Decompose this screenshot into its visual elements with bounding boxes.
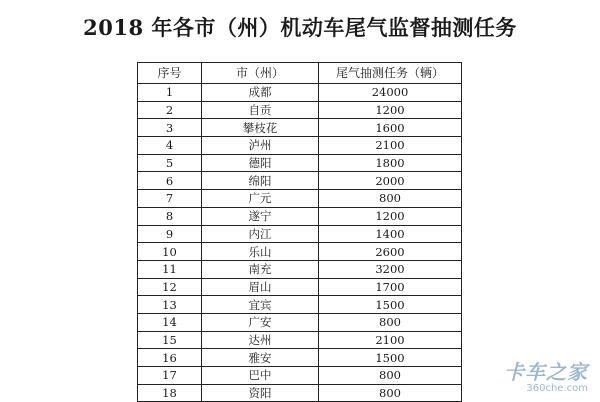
table-row: [138, 119, 462, 137]
cell-task-count: 1500: [319, 296, 462, 314]
watermark-logo: 卡车之家: [504, 360, 588, 384]
cell-city: 眉山: [202, 278, 319, 296]
cell-task-count: 3200: [319, 260, 462, 278]
table-row: [138, 331, 462, 349]
cell-serial-number: 17: [138, 367, 202, 385]
cell-city: 乐山: [202, 243, 319, 261]
cell-city: 自贡: [202, 101, 319, 119]
table-row: [138, 172, 462, 190]
table-row: [138, 367, 462, 385]
cell-serial-number: 9: [138, 225, 202, 243]
cell-city: 泸州: [202, 137, 319, 155]
table-header-row: [138, 63, 462, 84]
inspection-task-table: [137, 62, 462, 402]
cell-city: 宜宾: [202, 296, 319, 314]
table-row: [138, 84, 462, 102]
cell-serial-number: 6: [138, 172, 202, 190]
cell-task-count: 2100: [319, 331, 462, 349]
table-row: [138, 384, 462, 402]
cell-city: 遂宁: [202, 207, 319, 225]
table-row: [138, 154, 462, 172]
header-task-count: 尾气抽测任务（辆）: [319, 63, 462, 84]
cell-task-count: 1500: [319, 349, 462, 367]
cell-serial-number: 11: [138, 260, 202, 278]
cell-city: 成都: [202, 84, 319, 102]
cell-serial-number: 1: [138, 84, 202, 102]
table-row: [138, 190, 462, 208]
cell-city: 资阳: [202, 384, 319, 402]
table-row: [138, 137, 462, 155]
table-row: [138, 225, 462, 243]
table-row: [138, 278, 462, 296]
table-row: [138, 243, 462, 261]
cell-city: 巴中: [202, 367, 319, 385]
cell-serial-number: 2: [138, 101, 202, 119]
table-row: [138, 260, 462, 278]
cell-serial-number: 18: [138, 384, 202, 402]
table-row: [138, 349, 462, 367]
cell-task-count: 800: [319, 190, 462, 208]
cell-task-count: 800: [319, 384, 462, 402]
cell-city: 广元: [202, 190, 319, 208]
cell-task-count: 2600: [319, 243, 462, 261]
watermark-url: 360che.com: [526, 383, 588, 394]
cell-serial-number: 15: [138, 331, 202, 349]
cell-task-count: 800: [319, 313, 462, 331]
cell-serial-number: 7: [138, 190, 202, 208]
cell-task-count: 24000: [319, 84, 462, 102]
cell-city: 雅安: [202, 349, 319, 367]
table-body: [138, 84, 462, 402]
cell-city: 达州: [202, 331, 319, 349]
cell-serial-number: 5: [138, 154, 202, 172]
cell-serial-number: 4: [138, 137, 202, 155]
cell-task-count: 1400: [319, 225, 462, 243]
cell-task-count: 2000: [319, 172, 462, 190]
cell-task-count: 1200: [319, 207, 462, 225]
cell-city: 广安: [202, 313, 319, 331]
cell-serial-number: 10: [138, 243, 202, 261]
cell-task-count: 1600: [319, 119, 462, 137]
cell-city: 绵阳: [202, 172, 319, 190]
cell-city: 德阳: [202, 154, 319, 172]
cell-task-count: 1700: [319, 278, 462, 296]
cell-serial-number: 12: [138, 278, 202, 296]
table-row: [138, 296, 462, 314]
table-row: [138, 313, 462, 331]
cell-task-count: 1800: [319, 154, 462, 172]
cell-task-count: 1200: [319, 101, 462, 119]
header-serial-number: 序号: [138, 63, 202, 84]
table-row: [138, 101, 462, 119]
watermark: [504, 356, 588, 394]
cell-city: 南充: [202, 260, 319, 278]
cell-serial-number: 3: [138, 119, 202, 137]
cell-city: 攀枝花: [202, 119, 319, 137]
document-title: 2018 年各市（州）机动车尾气监督抽测任务: [83, 15, 517, 40]
cell-serial-number: 14: [138, 313, 202, 331]
header-city: 市（州）: [202, 63, 319, 84]
cell-serial-number: 8: [138, 207, 202, 225]
cell-serial-number: 13: [138, 296, 202, 314]
cell-task-count: 800: [319, 367, 462, 385]
table-row: [138, 207, 462, 225]
cell-city: 内江: [202, 225, 319, 243]
cell-serial-number: 16: [138, 349, 202, 367]
cell-task-count: 2100: [319, 137, 462, 155]
